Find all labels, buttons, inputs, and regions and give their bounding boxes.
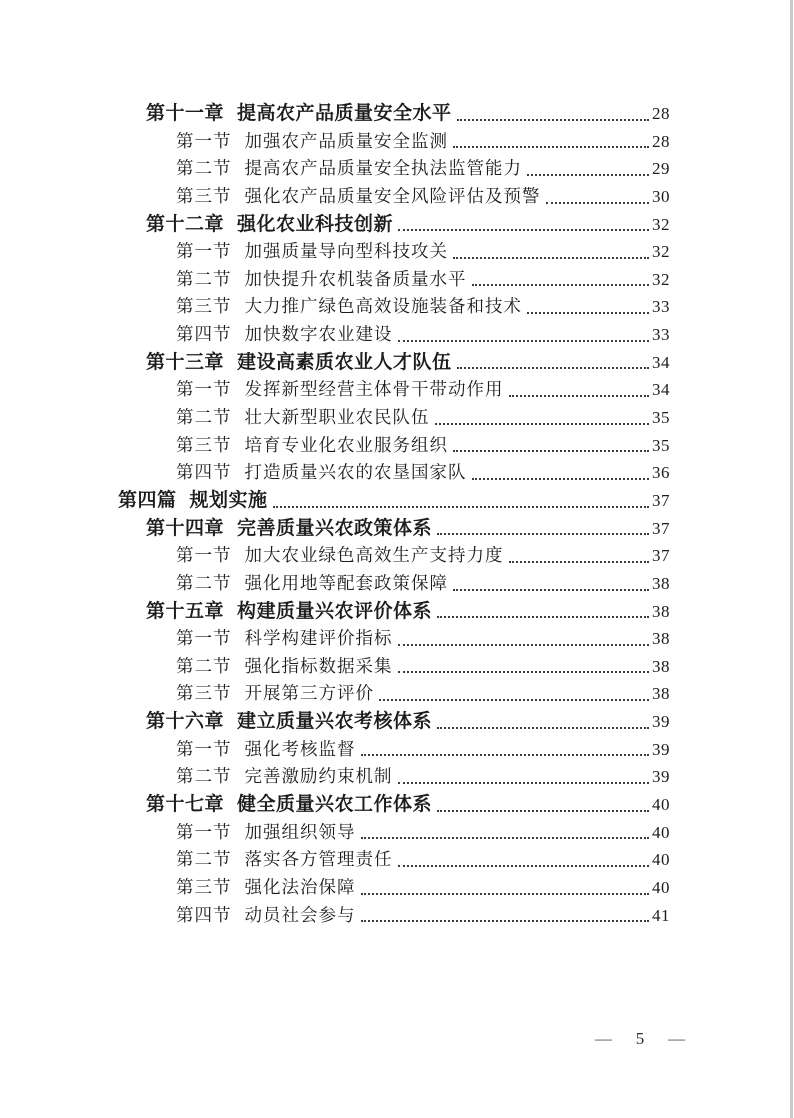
toc-entry: [0, 819, 794, 847]
dot-leader: [361, 754, 650, 756]
entry-title: 科学构建评价指标: [244, 628, 393, 649]
toc-entry: [0, 183, 794, 211]
page-footer: [595, 1026, 685, 1052]
entry-page-number: 38: [652, 629, 670, 649]
entry-number-label: 第二节: [176, 407, 232, 428]
entry-title: 大力推广绿色高效设施装备和技术: [244, 296, 522, 317]
entry-title: 打造质量兴农的农垦国家队: [244, 462, 467, 483]
entry-page-number: 40: [652, 822, 670, 842]
toc-entry: [0, 211, 794, 239]
entry-title: 发挥新型经营主体骨干带动作用: [244, 379, 504, 400]
dot-leader: [509, 395, 650, 397]
toc-entry: [0, 266, 794, 294]
entry-number-label: 第十一章: [146, 103, 225, 124]
entry-page-number: 28: [652, 104, 670, 123]
dot-leader: [457, 367, 649, 369]
dot-leader: [398, 782, 650, 784]
toc-entry: [0, 846, 794, 874]
toc-entry: [0, 155, 794, 183]
footer-right-dash: —: [668, 1029, 685, 1048]
dot-leader: [437, 533, 649, 535]
dot-leader: [453, 589, 649, 591]
entry-page-number: 41: [652, 905, 670, 925]
toc-entry: [0, 404, 794, 432]
entry-number-label: 第三节: [176, 683, 232, 704]
entry-title: 加强组织领导: [244, 821, 356, 842]
entry-title: 强化用地等配套政策保障: [244, 572, 448, 593]
entry-number-label: 第三节: [176, 434, 232, 455]
entry-title: 建设高素质农业人才队伍: [237, 351, 452, 373]
entry-number-label: 第二节: [176, 766, 232, 787]
entry-number-label: 第十二章: [146, 213, 225, 235]
entry-page-number: 37: [652, 490, 670, 510]
scan-edge-shadow: [790, 0, 793, 1118]
entry-title: 壮大新型职业农民队伍: [244, 407, 430, 428]
dot-leader: [379, 699, 649, 701]
entry-number-label: 第一节: [176, 628, 232, 649]
toc-entry: [0, 238, 794, 266]
entry-title: 培育专业化农业服务组织: [244, 434, 448, 455]
entry-number-label: 第十四章: [146, 517, 225, 539]
entry-title: 落实各方管理责任: [244, 849, 393, 870]
toc-entry: [0, 625, 794, 653]
entry-title: 开展第三方评价: [244, 683, 374, 704]
entry-page-number: 35: [652, 408, 670, 428]
toc-entry: [0, 598, 794, 626]
dot-leader: [398, 644, 650, 646]
toc-entry: [0, 874, 794, 902]
entry-page-number: 38: [652, 601, 670, 621]
dot-leader: [453, 257, 649, 259]
dot-leader: [527, 312, 649, 314]
dot-leader: [398, 671, 650, 673]
entry-page-number: 33: [652, 297, 670, 317]
dot-leader: [546, 202, 650, 204]
entry-number-label: 第三节: [176, 876, 232, 897]
dot-leader: [437, 616, 649, 618]
toc-entry: [0, 487, 794, 515]
dot-leader: [472, 478, 650, 480]
toc-entry: [0, 321, 794, 349]
entry-page-number: 38: [652, 656, 670, 676]
entry-number-label: 第十三章: [146, 351, 225, 373]
entry-title: 构建质量兴农评价体系: [237, 600, 433, 622]
footer-page-number: 5: [635, 1029, 645, 1048]
dot-leader: [437, 727, 649, 729]
toc-entry: [0, 708, 794, 736]
dot-leader: [457, 119, 649, 121]
entry-number-label: 第一节: [176, 738, 232, 759]
toc-list: [0, 100, 794, 929]
entry-number-label: 第十五章: [146, 600, 225, 622]
entry-page-number: 34: [652, 352, 670, 372]
toc-entry: [0, 459, 794, 487]
entry-number-label: 第一节: [176, 241, 232, 262]
toc-entry: [0, 680, 794, 708]
entry-title: 健全质量兴农工作体系: [237, 794, 433, 816]
toc-entry: [0, 515, 794, 543]
entry-title: 强化指标数据采集: [244, 655, 393, 676]
entry-page-number: 33: [652, 325, 670, 345]
toc-entry: [0, 763, 794, 791]
entry-page-number: 32: [652, 269, 670, 289]
entry-title: 完善激励约束机制: [244, 766, 393, 787]
entry-page-number: 34: [652, 380, 670, 400]
entry-page-number: 40: [652, 850, 670, 870]
entry-number-label: 第二节: [176, 158, 232, 179]
entry-number-label: 第十六章: [146, 711, 225, 733]
entry-page-number: 32: [652, 242, 670, 262]
entry-title: 加强质量导向型科技攻关: [244, 241, 448, 262]
entry-number-label: 第二节: [176, 572, 232, 593]
entry-title: 强化法治保障: [244, 876, 356, 897]
entry-title: 强化考核监督: [244, 738, 356, 759]
toc-entry: [0, 349, 794, 377]
toc-entry: [0, 128, 794, 156]
entry-title: 强化农业科技创新: [237, 213, 394, 235]
entry-title: 完善质量兴农政策体系: [237, 517, 433, 539]
dot-leader: [361, 920, 650, 922]
entry-title: 动员社会参与: [244, 904, 356, 925]
entry-title: 加快提升农机装备质量水平: [244, 268, 467, 289]
entry-title: 提高农产品质量安全执法监管能力: [244, 158, 522, 179]
toc-entry: [0, 376, 794, 404]
entry-number-label: 第四节: [176, 462, 232, 483]
dot-leader: [437, 810, 649, 812]
entry-number-label: 第二节: [176, 655, 232, 676]
dot-leader: [435, 423, 650, 425]
entry-page-number: 38: [652, 573, 670, 593]
toc-entry: [0, 902, 794, 930]
entry-number-label: 第二节: [176, 849, 232, 870]
entry-page-number: 39: [652, 712, 670, 732]
entry-number-label: 第一节: [176, 821, 232, 842]
entry-page-number: 28: [652, 131, 670, 151]
toc-entry: [0, 432, 794, 460]
entry-number-label: 第一节: [176, 130, 232, 151]
entry-page-number: 37: [652, 518, 670, 538]
entry-title: 强化农产品质量安全风险评估及预警: [244, 185, 541, 206]
entry-number-label: 第四篇: [118, 489, 177, 511]
dot-leader: [273, 506, 649, 508]
entry-number-label: 第十七章: [146, 794, 225, 816]
entry-title: 加大农业绿色高效生产支持力度: [244, 545, 504, 566]
entry-page-number: 36: [652, 463, 670, 483]
entry-page-number: 29: [652, 159, 670, 179]
entry-title: 建立质量兴农考核体系: [237, 711, 433, 733]
footer-left-dash: —: [595, 1029, 612, 1048]
entry-number-label: 第二节: [176, 268, 232, 289]
entry-number-label: 第三节: [176, 185, 232, 206]
entry-page-number: 39: [652, 739, 670, 759]
dot-leader: [509, 561, 650, 563]
dot-leader: [453, 450, 649, 452]
toc-entry: [0, 570, 794, 598]
entry-title: 加强农产品质量安全监测: [244, 130, 448, 151]
toc-entry: [0, 791, 794, 819]
entry-page-number: 32: [652, 214, 670, 234]
entry-number-label: 第四节: [176, 324, 232, 345]
entry-title: 规划实施: [189, 489, 268, 511]
entry-number-label: 第四节: [176, 904, 232, 925]
entry-title: 提高农产品质量安全水平: [237, 103, 452, 124]
entry-page-number: 38: [652, 684, 670, 704]
entry-number-label: 第一节: [176, 545, 232, 566]
entry-page-number: 40: [652, 877, 670, 897]
entry-page-number: 37: [652, 546, 670, 566]
dot-leader: [361, 893, 650, 895]
toc-entry: [0, 653, 794, 681]
entry-number-label: 第三节: [176, 296, 232, 317]
dot-leader: [361, 837, 650, 839]
entry-page-number: 35: [652, 435, 670, 455]
dot-leader: [398, 229, 649, 231]
dot-leader: [453, 146, 649, 148]
toc-entry: [0, 293, 794, 321]
entry-page-number: 40: [652, 795, 670, 815]
dot-leader: [527, 174, 649, 176]
table-of-contents: [0, 100, 794, 929]
toc-entry: [0, 100, 794, 128]
entry-page-number: 30: [652, 186, 670, 206]
dot-leader: [398, 865, 650, 867]
dot-leader: [472, 284, 650, 286]
entry-page-number: 39: [652, 767, 670, 787]
toc-entry: [0, 542, 794, 570]
entry-title: 加快数字农业建设: [244, 324, 393, 345]
entry-number-label: 第一节: [176, 379, 232, 400]
toc-entry: [0, 736, 794, 764]
dot-leader: [398, 340, 650, 342]
